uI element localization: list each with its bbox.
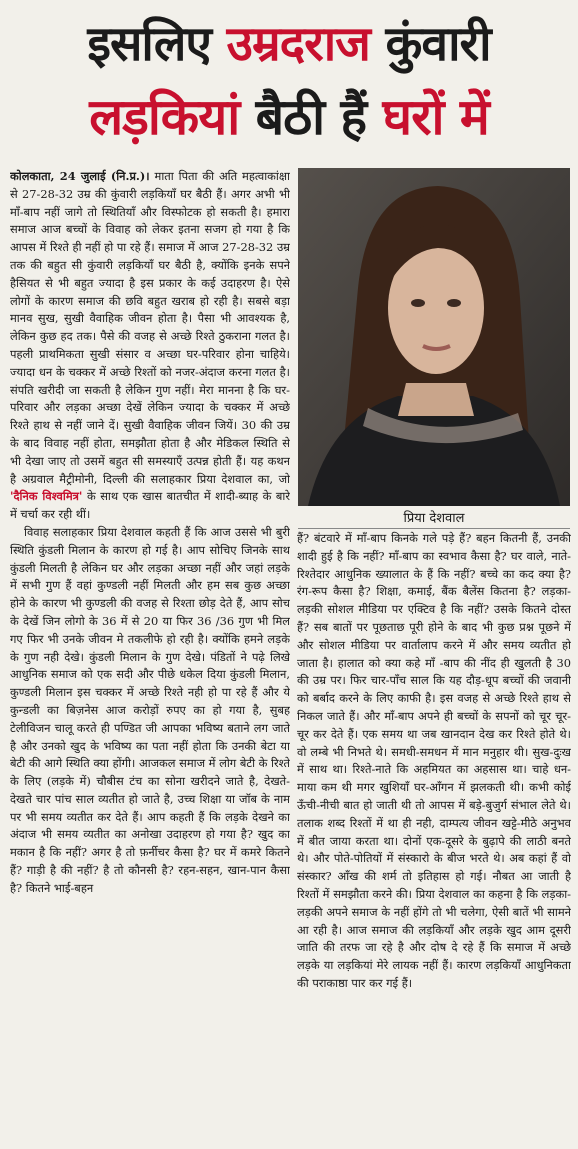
headline-word: बैठी हैं — [255, 88, 367, 146]
photo-caption: प्रिया देशवाल — [298, 508, 570, 529]
article-left-column — [10, 168, 290, 1143]
headline-word-highlight: उम्रदराज — [226, 16, 370, 72]
headline-line-2 — [0, 86, 578, 148]
article-paragraph: हैं? बंटवारे में माँ-बाप किनके गले पड़े हैं? बहन कितनी हैं, उनकी शादी हुई है कि नहीं? माँ-बाप का स्वभाव कैसा है? घर वाले, नाते-रिश्तेदार आधुनिक ख्यालात के हैं कि नहीं? बच्चे का कद क्या है? रंग-रूप कैसा है? शिक्षा, कमाई, बैंक बैलेंस कितना है? लड़का-लड़की सोशल मीडिया पर एक्टिव है कि नहीं? उसके कितने दोस्त हैं? सब बातों पर पूछताछ पूरी होने के बाद भी कुछ प्रश्न पूछने में और सोशल मीडिया पर वार्तालाप करने में और समय व्यतीत हो जाता है। हालात को क्या कहे माँ -बाप की नींद ही खुलती है 30 की उम्र पर। फिर चार-पाँच साल कि यह दौड़-धूप बच्चों की जवानी को बर्बाद करने के लिए काफी है। इस वजह से अच्छे रिश्ते हाथ से निकल जाते हैं। और माँ-बाप अपने ही बच्चों के सपनों को चूर चूर-चूर कर देते हैं। एक समय था जब खानदान देख कर रिश्ते होते थे। वो लम्बे भी निभते थे। समधी-समधन में मान मनुहार थी। सुख-दुःख में साथ था। रिश्ते-नाते कि अहमियत का अहसास था। चाहे धन-माया कम थी मगर खुशियाँ घर-आँगन में झलकती थी। कभी कोई ऊँची-नीची बात हो जाती थी तो आपस में बड़े-बुजुर्ग संभाल लेते थे। तलाक शब्द रिश्तों में था ही नही, दाम्पत्य जीवन खट्टे-मीठे अनुभव में बीत जाया करता था। दोनों एक-दूसरे के बुढ़ापे की लाठी बनते थे। और पोते-पोतियों में संस्कारो के बीज भरते थे। अब कहां हैं वो संस्कार? आँख की शर्म तो इतिहास हो गई। नौबत आ जाती है रिश्तों में समझौता करने की। प्रिया देशवाल का कहना है कि लड़का-लड़की अपने समाज के नहीं होंगे तो भी चलेगा, ऐसी बातें भी सामने आ रही है। आज समाज की लड़कियाँ और लड़के खुद आम दूसरी जाति की तरफ जा रहे है और दोष दे रहे हैं कि समाज में अच्छे लड़के या लड़कियां मेरे लायक नहीं हैं। कारण लड़कियाँ आधुनिकता की पराकाष्ठा पार कर गई हैं। — [297, 531, 571, 990]
portrait-photo — [298, 168, 570, 506]
article-paragraph — [10, 168, 290, 524]
headline-word-highlight: लड़कियां — [89, 88, 240, 146]
article-right-column — [297, 530, 571, 1140]
paragraph-text: के साथ एक खास बातचीत में शादी-ब्याह के बारे में चर्चा कर रही थीं। — [10, 489, 290, 522]
headline-word: इसलिए — [87, 16, 211, 72]
headline-line-1 — [0, 14, 578, 74]
headline-word-highlight: घरों में — [382, 88, 489, 146]
headline — [0, 0, 578, 158]
portrait-image — [298, 168, 570, 506]
article-paragraph: विवाह सलाहकार प्रिया देशवाल कहती हैं कि आज उससे भी बुरी स्थिति कुंडली मिलान के कारण हो गई है। आप सोचिए जिनके साथ कुंडली मिलती है लेकिन घर और लड़का अच्छा नहीं और जहां लड़के में सभी गुण हैं वहां कुण्डली नहीं मिलती और हम सब कुछ अच्छा होने के कारण भी कुण्डली की वजह से रिश्ता छोड़ देते हैं, आप सोच के देखें जिन लोगो के 36 में से 20 या फिर 36 /36 गुण भी मिल गए फिर भी उनके जीवन मे तकलीफे हो रही है। क्योंकि हमने लड़के के गुण नही देखे। कुंडली मिलान के गुण देखे। पंडितों ने पढ़े लिखे आधुनिक समाज को एक सदी और पीछे धकेल दिया कुंडली मिलान, कुण्डली मिलान इस चक्कर में अच्छे रिश्ते नही हो पा रहे हैं और ये कुन्डली का बिज़नेस आज करोड़ों रुपए का हो गया है, सुबह टेलीविजन चालू करते ही पण्डित जी आपका भविष्य बताने लग जाते है और उनको खुद के भविष्य का पता नहीं होता कि उनकी बेटा या बेटी की आगे स्थिति क्या होंगी। आजकल समाज में लोग बेटी के रिश्ते के लिए (लड़के में) चौबीस टंच का सोना खरीदने जाते है, देखते-देखते चार पांच साल व्यतीत हो जाते है, उच्च शिक्षा या जॉब के नाम पर भी समय व्यतीत कर देते हैं। आप कहती हैं कि लड़के देखने का अंदाज भी समय व्यतीत का अनोखा उदाहरण हो गया है? खुद का मकान है कि नहीं? अगर है तो फ़र्नीचर कैसा है? घर में कमरे कितने हैं? गाड़ी है की नहीं? है तो कौनसी है? रहन-सहन, खान-पान कैसा है? कितने भाई-बहन — [10, 524, 290, 895]
newspaper-name: 'दैनिक विश्वमित्र' — [10, 489, 83, 504]
headline-word: कुंवारी — [385, 16, 491, 72]
dateline: कोलकाता, 24 जुलाई (नि.प्र.)। — [10, 169, 150, 183]
paragraph-text: माता पिता की अति महत्वाकांक्षा से 27-28-32 उम्र की कुंवारी लड़कियाँ घर बैठी हैं। अगर अभी भी माँ-बाप नहीं जागे तो स्थितियाँ और विस्फोटक हो सकती है। हमारा समाज आज बच्चों के विवाह को लेकर इतना सजग हो गया है कि आपस में रिश्ते ही नहीं हो पा रहे हैं। समाज में आज 27-28-32 उम्र तक की बहुत सी कुंवारी लड़कियाँ घर बैठी है, क्योंकि इनके सपने हैसियत से भी बहुत ज्यादा है इस प्रकार के कई उदाहरण है। ऐसे लोगों के कारण समाज की छवि बहुत खराब हो रही है। सबसे बड़ा मानव सुख, सुखी वैवाहिक जीवन होता है। पैसा भी आवश्यक है, लेकिन कुछ हद तक। पैसे की वजह से अच्छे रिश्ते ठुकराना गलत है। पहली प्राथमिकता सुखी संसार व अच्छा घर-परिवार होना चाहिये। ज्यादा धन के चक्कर में अच्छे रिश्तों को नजर-अंदाज करना गलत है। संपति खरीदी जा सकती है लेकिन गुण नहीं। मेरा मानना है कि घर- परिवार और लड़का अच्छा देखें लेकिन ज्यादा के चक्कर में अच्छे रिश्ते हाथ से नहीं जाने दें। सुखी वैवाहिक जीवन जियें। 30 की उम्र के बाद विवाह नहीं होता, समझौता होता है और मेडिकल स्थिति से भी देखा जाए तो उसमें बहुत सी समस्याएँ उत्पन्न होती हैं। यह कथन है अग्रवाल मैट्रीमोनी, दिल्ली की सलाहकार प्रिया देशवाल का, जो — [10, 169, 290, 486]
